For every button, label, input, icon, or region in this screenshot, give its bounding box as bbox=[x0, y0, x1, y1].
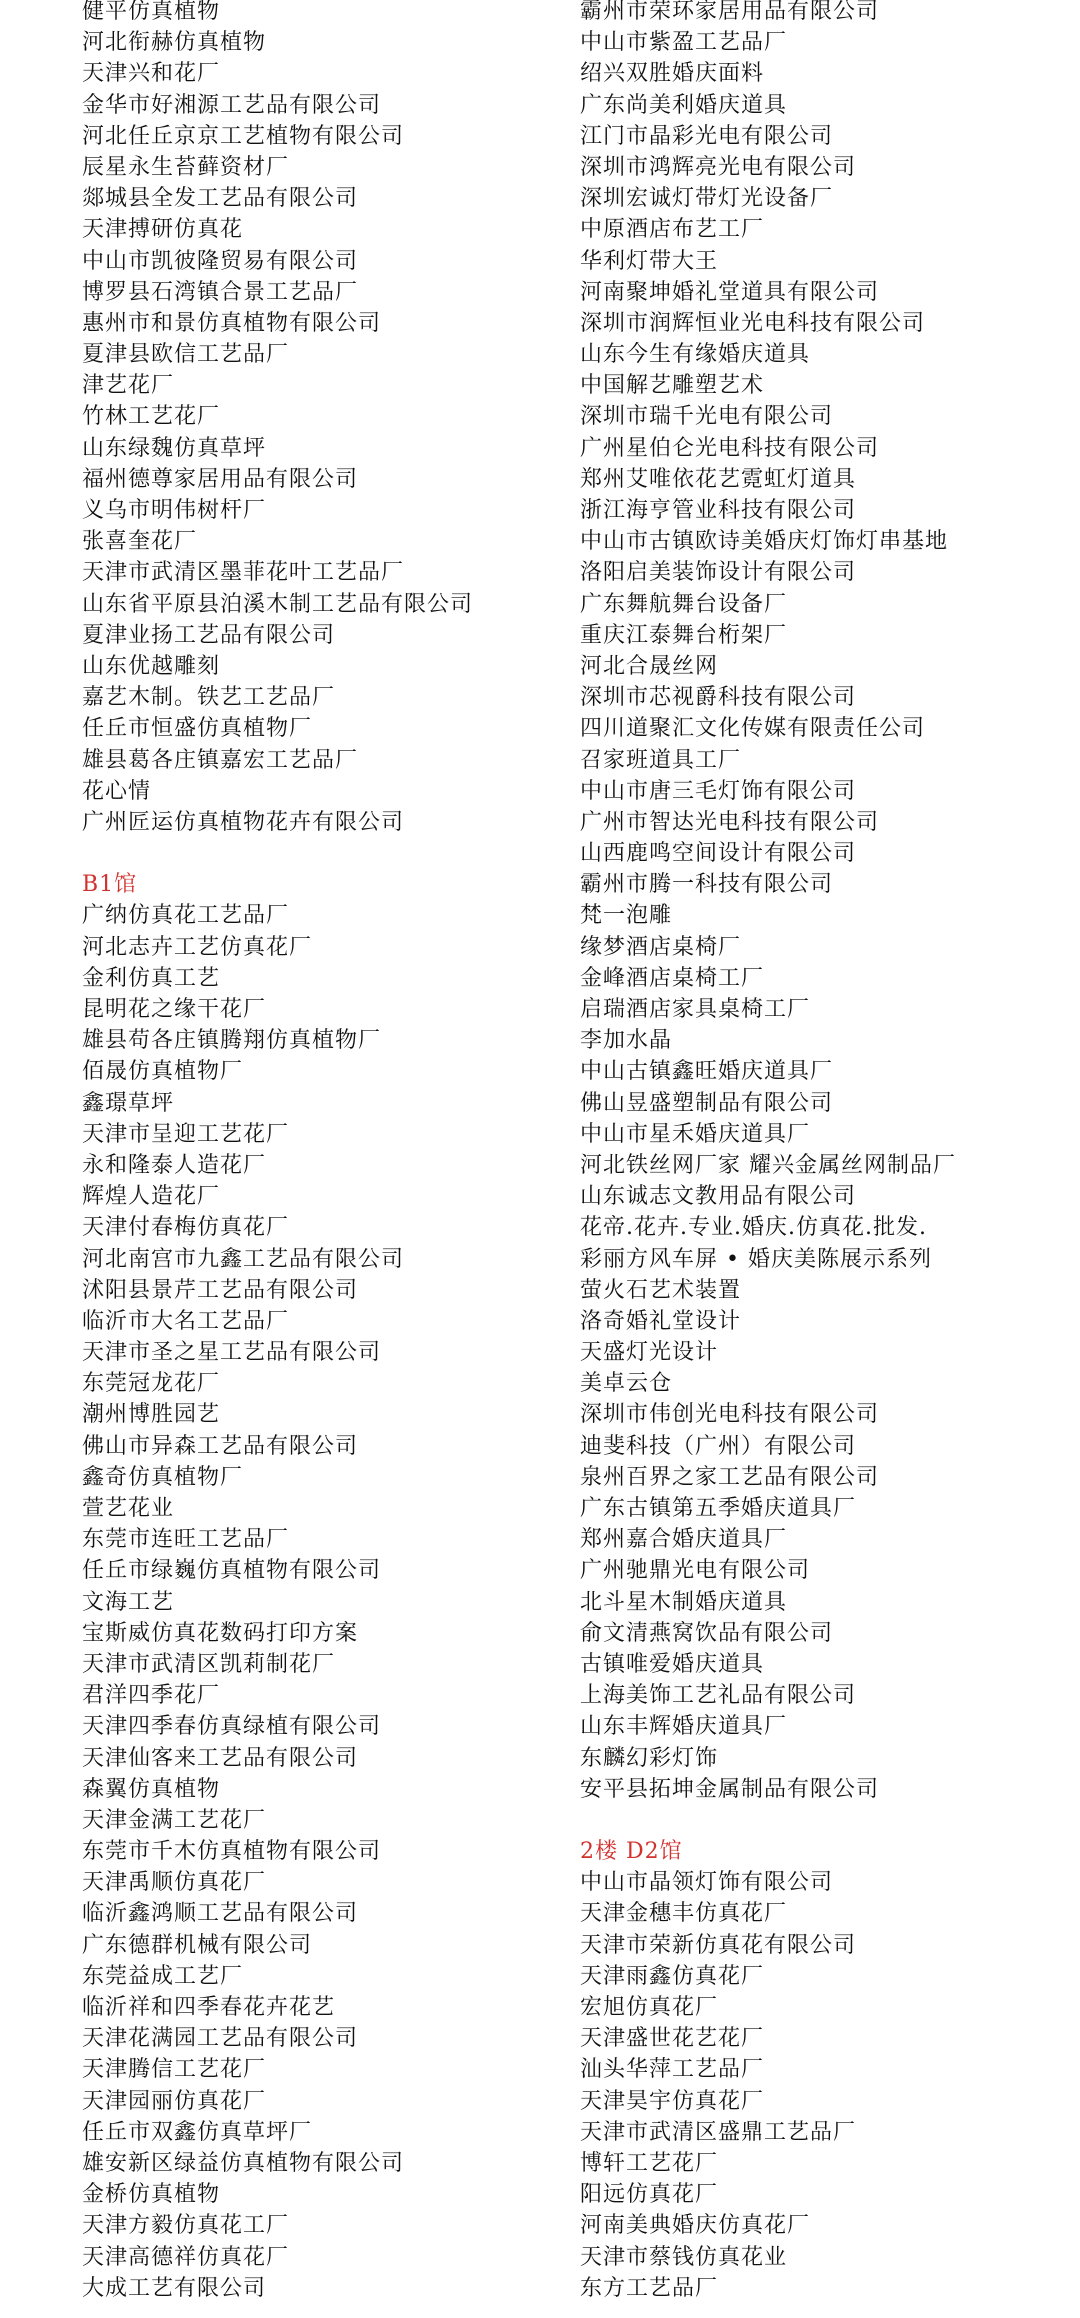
exhibitor-name: 泉州百界之家工艺品有限公司 bbox=[580, 1464, 880, 1490]
exhibitor-name: 东莞冠龙花厂 bbox=[82, 1371, 221, 1397]
exhibitor-name: 鑫璟草坪 bbox=[82, 1090, 175, 1116]
exhibitor-name: 花帝.花卉.专业.婚庆.仿真花.批发. bbox=[580, 1215, 927, 1241]
exhibitor-name: 河北衔赫仿真植物 bbox=[82, 30, 267, 56]
exhibitor-name: 潮州博胜园艺 bbox=[82, 1402, 221, 1428]
exhibitor-name: 北斗星木制婚庆道具 bbox=[580, 1589, 788, 1615]
exhibitor-name: 天津金穗丰仿真花厂 bbox=[580, 1901, 788, 1927]
exhibitor-name: 广东尚美利婚庆道具 bbox=[580, 92, 788, 118]
exhibitor-name: 古镇唯爱婚庆道具 bbox=[580, 1651, 765, 1677]
exhibitor-name: 金峰酒店桌椅工厂 bbox=[580, 965, 765, 991]
exhibitor-name: 中山古镇鑫旺婚庆道具厂 bbox=[580, 1059, 834, 1085]
exhibitor-name: 广州驰鼎光电有限公司 bbox=[580, 1558, 811, 1584]
exhibitor-name: 天津花满园工艺品有限公司 bbox=[82, 2026, 359, 2052]
exhibitor-name: 广州星伯仑光电科技有限公司 bbox=[580, 435, 880, 461]
exhibitor-name: 鑫奇仿真植物厂 bbox=[82, 1464, 244, 1490]
hall-heading: 2楼 D2馆 bbox=[580, 1839, 683, 1865]
exhibitor-name: 金桥仿真植物 bbox=[82, 2182, 221, 2208]
exhibitor-name: 天津搏研仿真花 bbox=[82, 217, 244, 243]
exhibitor-name: 任丘市绿巍仿真植物有限公司 bbox=[82, 1558, 382, 1584]
exhibitor-name: 江门市晶彩光电有限公司 bbox=[580, 123, 834, 149]
exhibitor-name: 惠州市和景仿真植物有限公司 bbox=[82, 310, 382, 336]
exhibitor-name: 山东诚志文教用品有限公司 bbox=[580, 1184, 857, 1210]
exhibitor-name: 彩丽方风车屏 • 婚庆美陈展示系列 bbox=[580, 1246, 932, 1272]
exhibitor-name: 永和隆泰人造花厂 bbox=[82, 1152, 267, 1178]
exhibitor-name: 天津高德祥仿真花厂 bbox=[82, 2244, 290, 2270]
exhibitor-name: 郑州艾唯依花艺霓虹灯道具 bbox=[580, 466, 857, 492]
exhibitor-name: 津艺花厂 bbox=[82, 373, 175, 399]
exhibitor-name: 梵一泡雕 bbox=[580, 903, 673, 929]
exhibitor-name: 花心情 bbox=[82, 778, 152, 804]
exhibitor-name: 博轩工艺花厂 bbox=[580, 2150, 719, 2176]
exhibitor-name: 启瑞酒店家具桌椅工厂 bbox=[580, 997, 811, 1022]
exhibitor-name: 天津付春梅仿真花厂 bbox=[82, 1215, 290, 1241]
exhibitor-name: 山西鹿鸣空间设计有限公司 bbox=[580, 841, 857, 867]
exhibitor-name: 深圳宏诚灯带灯光设备厂 bbox=[580, 186, 834, 212]
exhibitor-name: 中山市古镇欧诗美婚庆灯饰灯串基地 bbox=[580, 529, 949, 555]
exhibitor-name: 天津市蔡钱仿真花业 bbox=[580, 2244, 788, 2270]
exhibitor-name: 洛奇婚礼堂设计 bbox=[580, 1308, 742, 1334]
exhibitor-name: 洛阳启美装饰设计有限公司 bbox=[580, 560, 857, 586]
exhibitor-name: 东方工艺品厂 bbox=[580, 2275, 719, 2301]
exhibitor-name: 佛山市异森工艺品有限公司 bbox=[82, 1433, 359, 1459]
exhibitor-name: 金华市好湘源工艺品有限公司 bbox=[82, 92, 382, 118]
exhibitor-name: 召家班道具工厂 bbox=[580, 747, 742, 773]
exhibitor-name: 天津市武清区墨菲花叶工艺品厂 bbox=[82, 560, 405, 586]
exhibitor-name: 天津园丽仿真花厂 bbox=[82, 2088, 267, 2114]
exhibitor-name: 河北合晟丝网 bbox=[580, 653, 719, 679]
exhibitor-name: 深圳市芯视爵科技有限公司 bbox=[580, 685, 857, 711]
exhibitor-name: 辉煌人造花厂 bbox=[82, 1184, 221, 1210]
exhibitor-name: 夏津业扬工艺品有限公司 bbox=[82, 622, 336, 648]
exhibitor-name: 文海工艺 bbox=[82, 1589, 175, 1615]
exhibitor-name: 美卓云仓 bbox=[580, 1371, 673, 1397]
exhibitor-name: 华利灯带大王 bbox=[580, 248, 719, 274]
exhibitor-name: 昆明花之缘干花厂 bbox=[82, 997, 267, 1022]
exhibitor-name: 竹林工艺花厂 bbox=[82, 404, 221, 430]
exhibitor-name: 河南聚坤婚礼堂道具有限公司 bbox=[580, 279, 880, 305]
exhibitor-name: 雄安新区绿益仿真植物有限公司 bbox=[82, 2150, 405, 2176]
exhibitor-name: 沭阳县景芹工艺品有限公司 bbox=[82, 1277, 359, 1303]
exhibitor-name: 天津腾信工艺花厂 bbox=[82, 2057, 267, 2083]
exhibitor-name: 任丘市双鑫仿真草坪厂 bbox=[82, 2119, 313, 2145]
exhibitor-name: 雄县苟各庄镇腾翔仿真植物厂 bbox=[82, 1028, 382, 1054]
spacer bbox=[82, 838, 562, 869]
exhibitor-name: 天津金满工艺花厂 bbox=[82, 1807, 267, 1833]
exhibitor-name: 辰星永生苔藓资材厂 bbox=[82, 154, 290, 180]
exhibitor-name: 河北任丘京京工艺植物有限公司 bbox=[82, 123, 405, 149]
exhibitor-name: 山东优越雕刻 bbox=[82, 653, 221, 679]
exhibitor-name: 山东丰辉婚庆道具厂 bbox=[580, 1714, 788, 1740]
exhibitor-name: 天津方毅仿真花工厂 bbox=[82, 2213, 290, 2239]
exhibitor-name: 天津兴和花厂 bbox=[82, 61, 221, 87]
exhibitor-name: 宝斯威仿真花数码打印方案 bbox=[82, 1620, 359, 1646]
exhibitor-name: 中山市紫盈工艺品厂 bbox=[580, 30, 788, 56]
exhibitor-name: 义乌市明伟树杆厂 bbox=[82, 498, 267, 523]
exhibitor-name: 霸州市腾一科技有限公司 bbox=[580, 872, 834, 898]
exhibitor-name: 深圳市伟创光电科技有限公司 bbox=[580, 1402, 880, 1428]
exhibitor-name: 河北铁丝网厂家 耀兴金属丝网制品厂 bbox=[580, 1152, 956, 1178]
exhibitor-name: 天津市呈迎工艺花厂 bbox=[82, 1121, 290, 1147]
exhibitor-name: 广州匠运仿真植物花卉有限公司 bbox=[82, 809, 405, 835]
exhibitor-name: 君洋四季花厂 bbox=[82, 1683, 221, 1709]
exhibitor-name: 汕头华萍工艺品厂 bbox=[580, 2057, 765, 2083]
exhibitor-name: 夏津县欧信工艺品厂 bbox=[82, 342, 290, 368]
exhibitor-name: 佛山昱盛塑制品有限公司 bbox=[580, 1090, 834, 1116]
exhibitor-name: 浙江海亨管业科技有限公司 bbox=[580, 498, 857, 523]
exhibitor-name: 东莞市连旺工艺品厂 bbox=[82, 1527, 290, 1553]
exhibitor-name: 广州市智达光电科技有限公司 bbox=[580, 809, 880, 835]
exhibitor-name: 临沂鑫鸿顺工艺品有限公司 bbox=[82, 1901, 359, 1927]
exhibitor-name: 李加水晶 bbox=[580, 1028, 673, 1054]
exhibitor-name: 深圳市瑞千光电有限公司 bbox=[580, 404, 834, 430]
exhibitor-name: 霸州市荣环家居用品有限公司 bbox=[580, 0, 880, 24]
exhibitor-name: 天津仙客来工艺品有限公司 bbox=[82, 1745, 359, 1771]
exhibitor-name: 雄县葛各庄镇嘉宏工艺品厂 bbox=[82, 747, 359, 773]
exhibitor-name: 任丘市恒盛仿真植物厂 bbox=[82, 716, 313, 742]
exhibitor-name: 广东德群机械有限公司 bbox=[82, 1932, 313, 1958]
exhibitor-name: 缘梦酒店桌椅厂 bbox=[580, 934, 742, 960]
exhibitor-name: 中山市星禾婚庆道具厂 bbox=[580, 1121, 811, 1147]
exhibitor-name: 绍兴双胜婚庆面料 bbox=[580, 61, 765, 87]
exhibitor-name: 宏旭仿真花厂 bbox=[580, 1995, 719, 2020]
exhibitor-list-right bbox=[580, 0, 1060, 2304]
exhibitor-name: 大成工艺有限公司 bbox=[82, 2275, 267, 2301]
exhibitor-name: 上海美饰工艺礼品有限公司 bbox=[580, 1683, 857, 1709]
exhibitor-name: 河南美典婚庆仿真花厂 bbox=[580, 2213, 811, 2239]
exhibitor-name: 嘉艺木制。铁艺工艺品厂 bbox=[82, 685, 336, 711]
exhibitor-name: 郑州嘉合婚庆道具厂 bbox=[580, 1527, 788, 1553]
exhibitor-name: 中国解艺雕塑艺术 bbox=[580, 373, 765, 399]
exhibitor-name: 天盛灯光设计 bbox=[580, 1340, 719, 1366]
exhibitor-name: 广东古镇第五季婚庆道具厂 bbox=[580, 1496, 857, 1521]
exhibitor-name: 天津雨鑫仿真花厂 bbox=[580, 1963, 765, 1989]
exhibitor-name: 中山市凯彼隆贸易有限公司 bbox=[82, 248, 359, 274]
exhibitor-name: 中原酒店布艺工厂 bbox=[580, 217, 765, 243]
exhibitor-name: 山东今生有缘婚庆道具 bbox=[580, 342, 811, 368]
exhibitor-name: 迪斐科技（广州）有限公司 bbox=[580, 1433, 857, 1459]
exhibitor-name: 阳远仿真花厂 bbox=[580, 2182, 719, 2208]
exhibitor-name: 天津四季春仿真绿植有限公司 bbox=[82, 1714, 382, 1740]
exhibitor-name: 东莞益成工艺厂 bbox=[82, 1963, 244, 1989]
exhibitor-name: 天津市圣之星工艺品有限公司 bbox=[82, 1340, 382, 1366]
exhibitor-name: 佰晟仿真植物厂 bbox=[82, 1059, 244, 1085]
exhibitor-name: 天津市武清区盛鼎工艺品厂 bbox=[580, 2119, 857, 2145]
exhibitor-name: 广纳仿真花工艺品厂 bbox=[82, 903, 290, 929]
exhibitor-name: 萱艺花业 bbox=[82, 1496, 175, 1521]
exhibitor-name: 安平县拓坤金属制品有限公司 bbox=[580, 1776, 880, 1802]
exhibitor-name: 河北南宫市九鑫工艺品有限公司 bbox=[82, 1246, 405, 1272]
exhibitor-list-left bbox=[82, 0, 562, 2304]
exhibitor-name: 东麟幻彩灯饰 bbox=[580, 1745, 719, 1771]
exhibitor-name: 金利仿真工艺 bbox=[82, 965, 221, 991]
exhibitor-name: 山东绿魏仿真草坪 bbox=[82, 435, 267, 461]
exhibitor-name: 临沂市大名工艺品厂 bbox=[82, 1308, 290, 1334]
exhibitor-name: 四川道聚汇文化传媒有限责任公司 bbox=[580, 716, 926, 742]
exhibitor-name: 中山市晶领灯饰有限公司 bbox=[580, 1870, 834, 1896]
hall-heading: B1馆 bbox=[82, 872, 138, 898]
exhibitor-name: 博罗县石湾镇合景工艺品厂 bbox=[82, 279, 359, 305]
exhibitor-name: 河北志卉工艺仿真花厂 bbox=[82, 934, 313, 960]
exhibitor-name: 东莞市千木仿真植物有限公司 bbox=[82, 1839, 382, 1865]
exhibitor-name: 天津昊宇仿真花厂 bbox=[580, 2088, 765, 2114]
exhibitor-name: 郯城县全发工艺品有限公司 bbox=[82, 186, 359, 212]
exhibitor-name: 俞文清燕窝饮品有限公司 bbox=[580, 1620, 834, 1646]
exhibitor-name: 天津市武清区凯莉制花厂 bbox=[82, 1651, 336, 1677]
exhibitor-name: 天津禹顺仿真花厂 bbox=[82, 1870, 267, 1896]
exhibitor-name: 深圳市鸿辉亮光电有限公司 bbox=[580, 154, 857, 180]
exhibitor-name: 天津市荣新仿真花有限公司 bbox=[580, 1932, 857, 1958]
exhibitor-name: 张喜奎花厂 bbox=[82, 529, 198, 555]
exhibitor-name: 临沂祥和四季春花卉花艺 bbox=[82, 1995, 336, 2020]
exhibitor-name: 重庆江泰舞台桁架厂 bbox=[580, 622, 788, 648]
spacer bbox=[580, 1805, 1060, 1836]
exhibitor-name: 森翼仿真植物 bbox=[82, 1776, 221, 1802]
exhibitor-name: 天津盛世花艺花厂 bbox=[580, 2026, 765, 2052]
exhibitor-name: 健平仿真植物 bbox=[82, 0, 221, 24]
exhibitor-name: 福州德尊家居用品有限公司 bbox=[82, 466, 359, 492]
exhibitor-name: 中山市唐三毛灯饰有限公司 bbox=[580, 778, 857, 804]
exhibitor-name: 萤火石艺术装置 bbox=[580, 1277, 742, 1303]
exhibitor-name: 深圳市润辉恒业光电科技有限公司 bbox=[580, 310, 926, 336]
exhibitor-name: 山东省平原县泊溪木制工艺品有限公司 bbox=[82, 591, 474, 617]
exhibitor-name: 广东舞航舞台设备厂 bbox=[580, 591, 788, 617]
